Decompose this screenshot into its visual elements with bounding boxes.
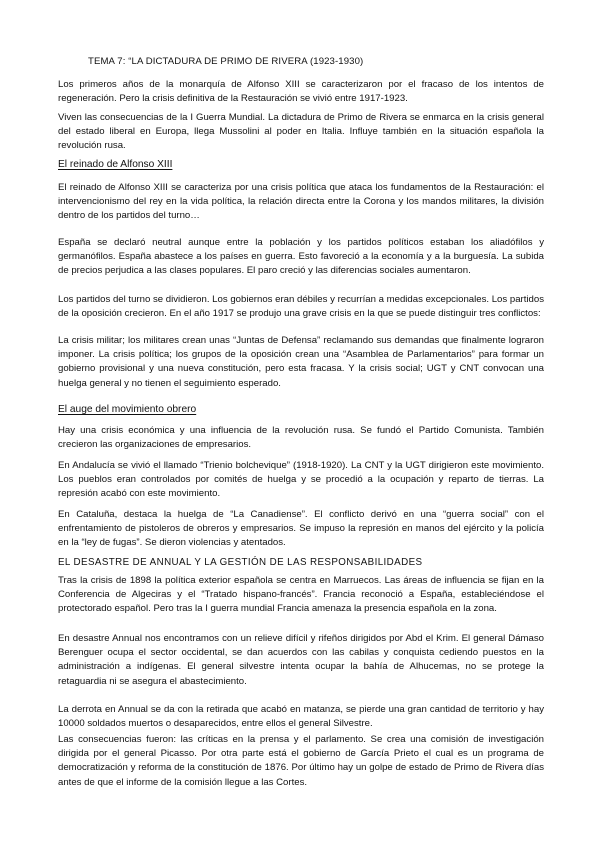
reinado-paragraph-1: El reinado de Alfonso XIII se caracteriza por una crisis política que ataca los fundamentos de la Restauración: el intervencionismo del rey en la vida política, la relación directa entre la Corona y los mandos militares, la división dentro de los partidos del turno… [58, 182, 544, 222]
reinado-paragraph-2: España se declaró neutral aunque entre la población y los partidos políticos estaban los aliadófilos y germanófilos. España abastece a los países en guerra. Esto favoreció a la economía y a la burguesía. La subida de precios perjudica a las clases populares. El paro creció y las diferencias sociales aumentaron. [58, 237, 544, 277]
intro-paragraph-1: Los primeros años de la monarquía de Alfonso XIII se caracterizaron por el fracaso de los intentos de regeneración. Pero la crisis definitiva de la Restauración se vivió entre 1917-1923. [58, 79, 544, 105]
obrero-paragraph-3: En Cataluña, destaca la huelga de “La Canadiense”. El conflicto derivó en una “guerra social” con el enfrentamiento de pistoleros de obreros y empresarios. Se impuso la represión en manos del ejército y la policía en la “ley de fugas”. Se dieron violencias y atentados. [58, 509, 544, 549]
annual-paragraph-4: Las consecuencias fueron: las críticas en la prensa y el parlamento. Se crea una comisión de investigación dirigida por el general Picasso. Por otra parte está el gobierno de García Prieto el cual es un programa de democratización y reforma de la constitución de 1876. Por último hay un golpe de estado de Primo de Rivera días antes de que el informe de la comisión llegue a las Cortes. [58, 734, 544, 788]
annual-paragraph-3: La derrota en Annual se da con la retirada que acabó en matanza, se pierde una gran cantidad de territorio y hay 10000 soldados muertos o desaparecidos, entre ellos el general Silvestre. [58, 704, 544, 730]
section-heading-reinado: El reinado de Alfonso XIII [58, 159, 173, 170]
section-heading-movimiento-obrero: El auge del movimiento obrero [58, 404, 197, 415]
section-heading-annual: EL DESASTRE DE ANNUAL Y LA GESTIÓN DE LAS RESPONSABILIDADES [58, 557, 423, 568]
reinado-paragraph-3: Los partidos del turno se dividieron. Los gobiernos eran débiles y recurrían a medidas excepcionales. Los partidos de la oposición crecieron. En el año 1917 se produjo una grave crisis en la que se puede distinguir tres conflictos: [58, 294, 544, 320]
annual-paragraph-2: En desastre Annual nos encontramos con un relieve difícil y rifeños dirigidos por Abd el Krim. El general Dámaso Berenguer ocupa el sector occidental, se dan acuerdos con las cabilas y conquista cediendo puestos en la administración a indígenas. El general silvestre intenta ocupar la bahía de Alhucemas, no se protege la retaguardia ni se asegura el abastecimiento. [58, 633, 544, 687]
annual-paragraph-1: Tras la crisis de 1898 la política exterior española se centra en Marruecos. Las áreas de influencia se fijan en la Conferencia de Algeciras y el “Tratado hispano-francés”. Francia reconoció a España, estableciéndose el protectorado español. Pero tras la I guerra mundial Francia amenaza la presencia española en la zona. [58, 575, 544, 615]
intro-paragraph-2: Viven las consecuencias de la I Guerra Mundial. La dictadura de Primo de Rivera se enmarca en la crisis general del estado liberal en Europa, llega Mussolini al poder en Italia. Influye también en la situación española la revolución rusa. [58, 112, 544, 152]
obrero-paragraph-2: En Andalucía se vivió el llamado “Trienio bolchevique” (1918-1920). La CNT y la UGT dirigieron este movimiento. Los pueblos eran controlados por comités de huelga y se procedió a la ocupación y reparto de tierras. La represión acabó con este movimiento. [58, 460, 544, 500]
obrero-paragraph-1: Hay una crisis económica y una influencia de la revolución rusa. Se fundó el Partido Comunista. También crecieron las organizaciones de empresarios. [58, 425, 544, 451]
reinado-paragraph-4: La crisis militar; los militares crean unas “Juntas de Defensa” reclamando sus demandas que finalmente lograron imponer. La crisis política; los grupos de la oposición crean una “Asamblea de Parlamentarios” para formar un gobierno provisional y una nueva constitución, pero esta fracasa. Y la crisis social; UGT y CNT convocan una huelga general y no tienen el seguimiento esperado. [58, 335, 544, 389]
page-title: TEMA 7: “LA DICTADURA DE PRIMO DE RIVERA (1923-1930) [88, 56, 364, 67]
